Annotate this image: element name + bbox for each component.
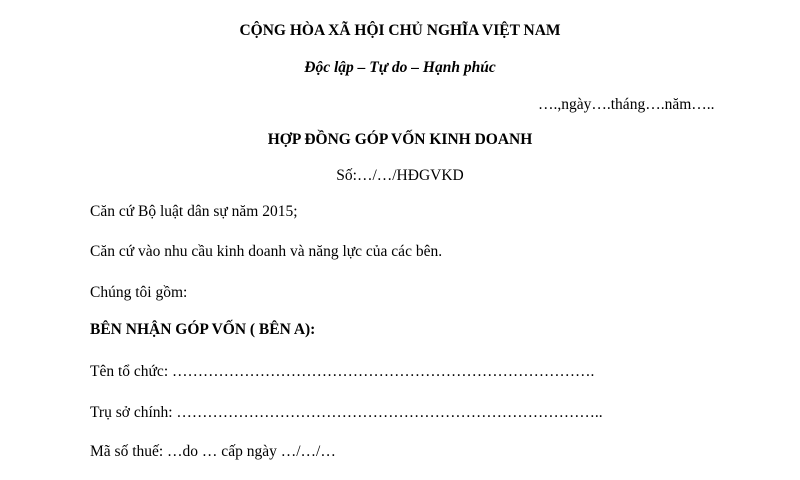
contract-title: HỢP ĐỒNG GÓP VỐN KINH DOANH — [267, 131, 533, 148]
contract-number: Số:…/…/HĐGVKD — [336, 167, 464, 184]
date-line: ….,ngày….tháng….năm….. — [538, 96, 715, 113]
organization-name-field: Tên tổ chức: ………………………………………………………………………. — [90, 363, 595, 380]
party-a-heading: BÊN NHẬN GÓP VỐN ( BÊN A): — [90, 321, 316, 338]
national-title: CỘNG HÒA XÃ HỘI CHỦ NGHĨA VIỆT NAM — [239, 22, 561, 39]
national-motto: Độc lập – Tự do – Hạnh phúc — [304, 59, 496, 76]
head-office-field: Trụ sở chính: ……………………………………………………………………….. — [90, 404, 603, 421]
parties-intro: Chúng tôi gồm: — [90, 284, 188, 301]
tax-code-field: Mã số thuế: …do … cấp ngày …/…/… — [90, 443, 336, 460]
legal-basis-business-needs: Căn cứ vào nhu cầu kinh doanh và năng lực của các bên. — [90, 243, 443, 260]
legal-basis-civil-code: Căn cứ Bộ luật dân sự năm 2015; — [90, 203, 298, 220]
